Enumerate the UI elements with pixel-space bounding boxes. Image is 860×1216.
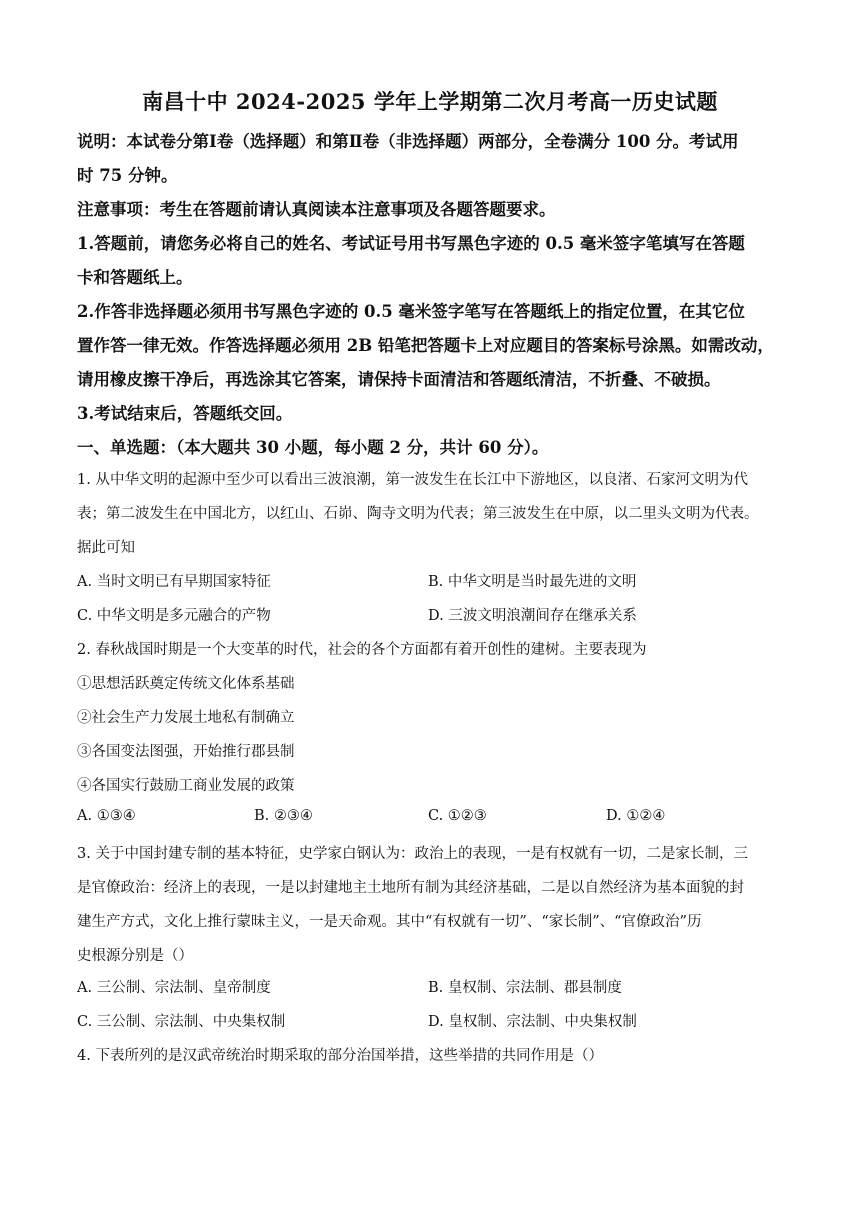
q3-option-a[interactable]: A. 三公制、宗法制、皇帝制度 bbox=[77, 980, 271, 996]
q3-stem-line-4: 史根源分别是（） bbox=[77, 948, 193, 964]
q3-option-c[interactable]: C. 三公制、宗法制、中央集权制 bbox=[77, 1014, 286, 1030]
notice-item-3: 3.考试结束后，答题纸交回。 bbox=[77, 404, 293, 423]
explain-line-2: 时 75 分钟。 bbox=[77, 166, 178, 185]
q2-statement-3: ③各国变法图强，开始推行郡县制 bbox=[77, 744, 295, 760]
q3-stem-line-3: 建生产方式，文化上推行蒙昧主义，一是天命观。其中“有权就有一切”、“家长制”、“官僚政治”历 bbox=[77, 914, 702, 930]
notice-item-1-line-1: 1.答题前，请您务必将自己的姓名、考试证号用书写黑色字迹的 0.5 毫米签字笔填写在答题 bbox=[77, 234, 745, 253]
q2-statement-4: ④各国实行鼓励工商业发展的政策 bbox=[77, 778, 295, 794]
q3-stem-line-2: 是官僚政治：经济上的表现，一是以封建地主土地所有制为其经济基础，二是以自然经济为基本面貌的封 bbox=[77, 880, 744, 896]
q1-option-b[interactable]: B. 中华文明是当时最先进的文明 bbox=[428, 574, 637, 590]
notice-item-2-line-1: 2.作答非选择题必须用书写黑色字迹的 0.5 毫米签字笔写在答题纸上的指定位置，在其它位 bbox=[77, 302, 745, 321]
q2-option-b[interactable]: B. ②③④ bbox=[254, 808, 313, 824]
q2-option-d[interactable]: D. ①②④ bbox=[606, 808, 666, 824]
notice-heading: 注意事项：考生在答题前请认真阅读本注意事项及各题答题要求。 bbox=[77, 200, 556, 219]
q3-option-d[interactable]: D. 皇权制、宗法制、中央集权制 bbox=[428, 1014, 637, 1030]
q1-stem-line-2: 表；第二波发生在中国北方，以红山、石峁、陶寺文明为代表；第三波发生在中原，以二里头文明为代表。 bbox=[77, 506, 759, 522]
q2-stem-line-1: 2. 春秋战国时期是一个大变革的时代，社会的各个方面都有着开创性的建树。主要表现为 bbox=[77, 642, 647, 658]
q2-option-a[interactable]: A. ①③④ bbox=[77, 808, 136, 824]
q3-stem-line-1: 3. 关于中国封建专制的基本特征，史学家白钢认为：政治上的表现，一是有权就有一切，二是家长制，三 bbox=[77, 846, 748, 862]
exam-title: 南昌十中 2024-2025 学年上学期第二次月考高一历史试题 bbox=[142, 89, 718, 114]
notice-item-2-line-2: 置作答一律无效。作答选择题必须用 2B 铅笔把答题卡上对应题目的答案标号涂黑。如需改动， bbox=[77, 336, 774, 355]
q2-option-c[interactable]: C. ①②③ bbox=[428, 808, 487, 824]
section-heading: 一、单选题：（本大题共 30 小题，每小题 2 分，共计 60 分）。 bbox=[77, 438, 549, 457]
q1-option-c[interactable]: C. 中华文明是多元融合的产物 bbox=[77, 608, 271, 624]
q1-stem-line-3: 据此可知 bbox=[77, 540, 135, 556]
notice-item-1-line-2: 卡和答题纸上。 bbox=[77, 268, 193, 287]
notice-item-2-line-3: 请用橡皮擦干净后，再选涂其它答案，请保持卡面清洁和答题纸清洁，不折叠、不破损。 bbox=[77, 370, 721, 389]
q1-option-d[interactable]: D. 三波文明浪潮间存在继承关系 bbox=[428, 608, 637, 624]
q1-option-a[interactable]: A. 当时文明已有早期国家特征 bbox=[77, 574, 271, 590]
q1-stem-line-1: 1. 从中华文明的起源中至少可以看出三波浪潮，第一波发生在长江中下游地区，以良渚、石家河文明为代 bbox=[77, 472, 748, 488]
q2-statement-2: ②社会生产力发展土地私有制确立 bbox=[77, 710, 295, 726]
q2-statement-1: ①思想活跃奠定传统文化体系基础 bbox=[77, 676, 295, 692]
explain-line-1: 说明：本试卷分第Ⅰ卷（选择题）和第Ⅱ卷（非选择题）两部分，全卷满分 100 分。考试用 bbox=[77, 132, 739, 151]
q4-stem-line-1: 4. 下表所列的是汉武帝统治时期采取的部分治国举措，这些举措的共同作用是（） bbox=[77, 1048, 603, 1064]
q3-option-b[interactable]: B. 皇权制、宗法制、郡县制度 bbox=[428, 980, 622, 996]
